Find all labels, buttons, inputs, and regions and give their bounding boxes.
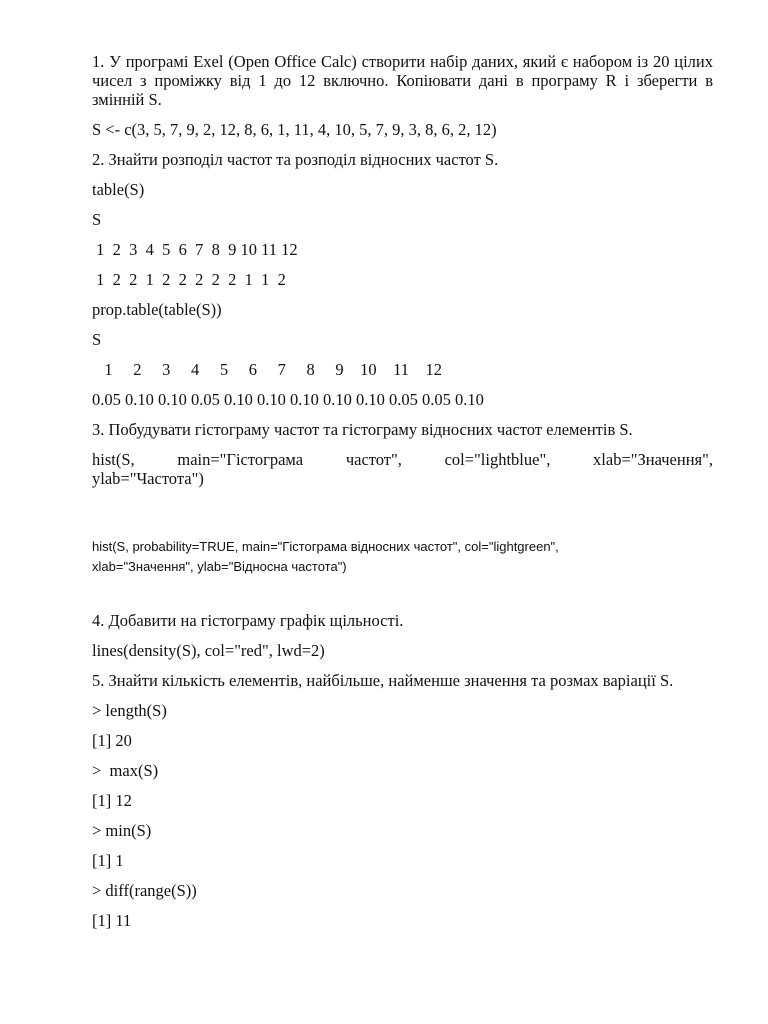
table-command: table(S)	[92, 180, 145, 199]
hist-probability-command-line-1: hist(S, probability=TRUE, main="Гістограма відносних частот", col="lightgreen",	[92, 539, 559, 554]
min-command: > min(S)	[92, 821, 152, 840]
task-2-text: 2. Знайти розподіл частот та розподіл відносних частот S.	[92, 150, 499, 169]
task-1-text: 1. У програмі Exel (Open Office Calc) створити набір даних, який є набором із 20 цілих чисел з проміжку від 1 до 12 включно. Копіювати дані в програму R і зберегти в змінній S.	[92, 52, 713, 109]
min-output: [1] 1	[92, 851, 124, 870]
table-header-row: 1 2 3 4 5 6 7 8 9 10 11 12	[92, 240, 298, 259]
task-4-text: 4. Добавити на гістограму графік щільності.	[92, 611, 404, 630]
range-output: [1] 11	[92, 911, 132, 930]
prop-table-header-row: 1 2 3 4 5 6 7 8 9 10 11 12	[92, 360, 443, 379]
max-command: > max(S)	[92, 761, 159, 780]
prop-table-variable: S	[92, 330, 102, 349]
spacer	[92, 499, 713, 537]
task-1-code: S <- c(3, 5, 7, 9, 2, 12, 8, 6, 1, 11, 4, 10, 5, 7, 9, 3, 8, 6, 2, 12)	[92, 120, 497, 139]
table-values-row: 1 2 2 1 2 2 2 2 2 1 1 2	[92, 270, 286, 289]
length-command: > length(S)	[92, 701, 167, 720]
prop-table-values-row: 0.05 0.10 0.10 0.05 0.10 0.10 0.10 0.10 0.10 0.05 0.05 0.10	[92, 390, 484, 409]
document-page	[92, 52, 713, 941]
range-command: > diff(range(S))	[92, 881, 197, 900]
hist-command-line-2: ylab="Частота")	[92, 469, 204, 488]
max-output: [1] 12	[92, 791, 132, 810]
table-variable: S	[92, 210, 102, 229]
spacer	[92, 577, 713, 611]
task-4-code: lines(density(S), col="red", lwd=2)	[92, 641, 325, 660]
length-output: [1] 20	[92, 731, 132, 750]
task-3-text: 3. Побудувати гістограму частот та гістограму відносних частот елементів S.	[92, 420, 633, 439]
hist-command-line-1: hist(S, main="Гістограма частот", col="lightblue", xlab="Значення",	[92, 450, 713, 469]
hist-probability-command-line-2: xlab="Значення", ylab="Відносна частота")	[92, 559, 347, 574]
task-5-text: 5. Знайти кількість елементів, найбільше, найменше значення та розмах варіації S.	[92, 671, 674, 690]
prop-table-command: prop.table(table(S))	[92, 300, 222, 319]
